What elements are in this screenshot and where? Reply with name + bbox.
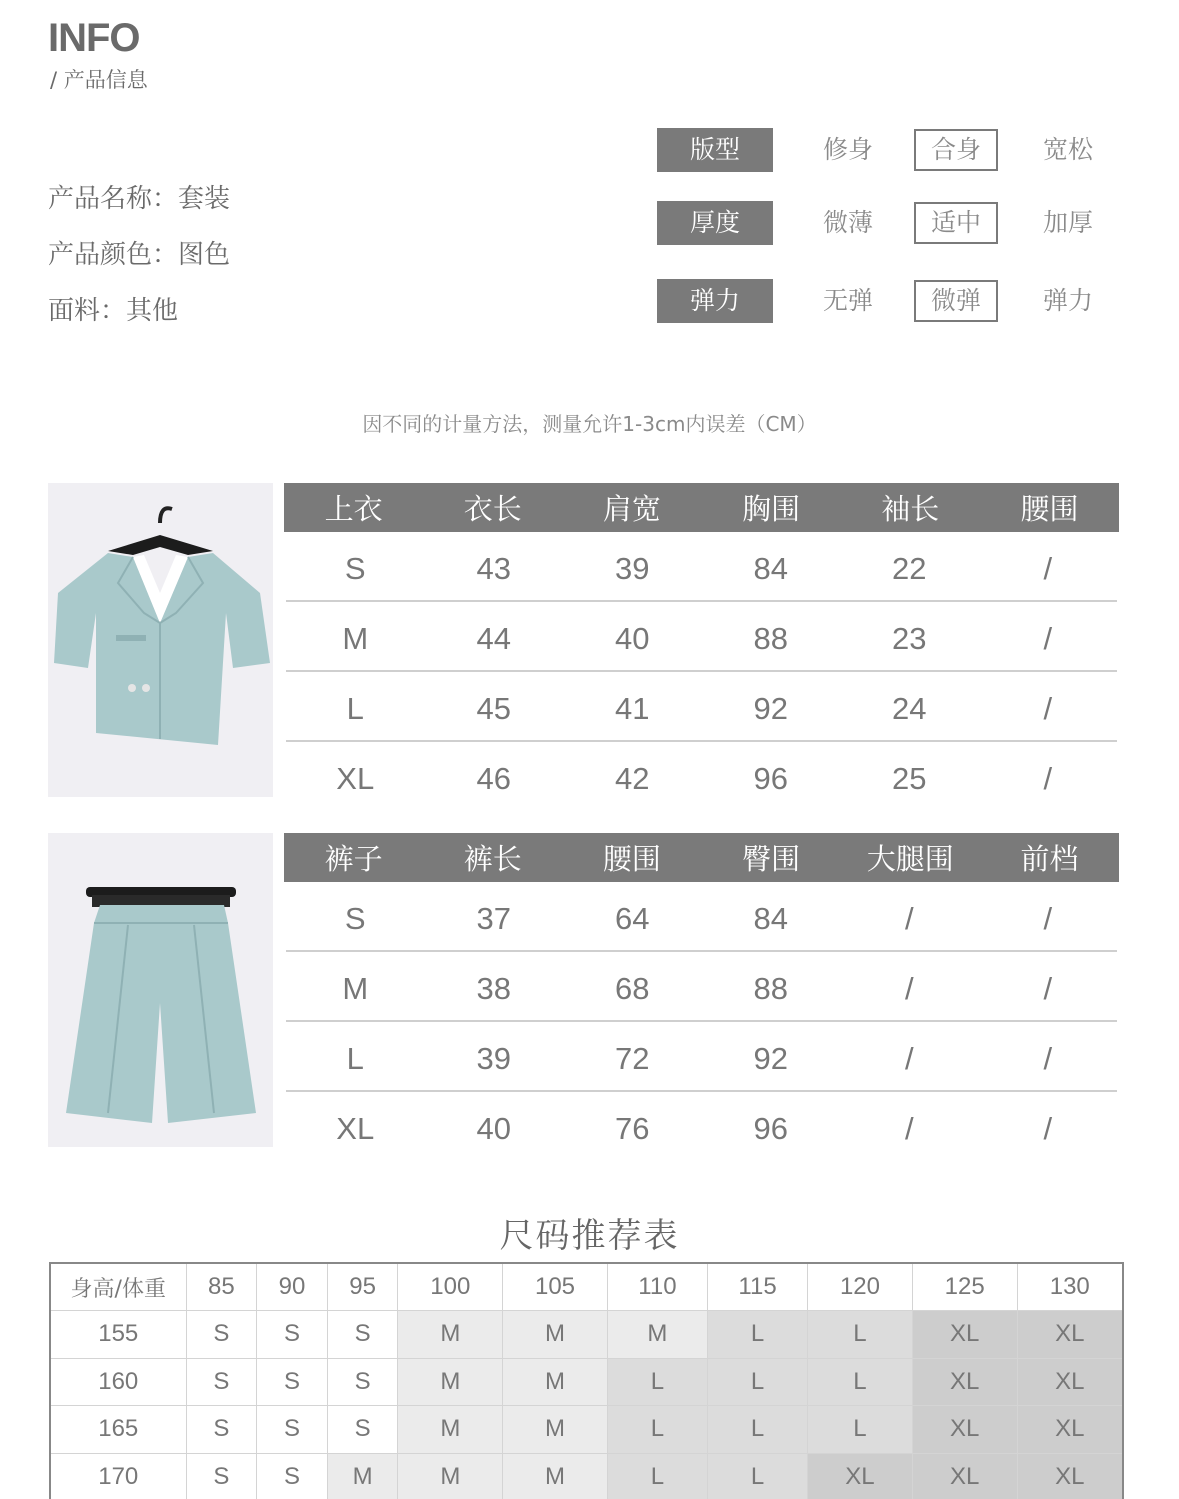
header-cell: 前档 xyxy=(1020,842,1079,876)
recommend-row xyxy=(50,1453,1123,1499)
size-cell: M xyxy=(398,1358,503,1406)
size-cell: M xyxy=(503,1311,608,1359)
table-cell: XL xyxy=(336,761,375,796)
table-cell: 39 xyxy=(476,1041,511,1076)
attribute-option: 微薄 xyxy=(822,208,873,237)
table-header xyxy=(284,833,1119,882)
header-cell: 130 xyxy=(1017,1263,1123,1311)
size-cell: S xyxy=(257,1311,328,1359)
table-cell: / xyxy=(904,1041,914,1076)
table-cell: 24 xyxy=(892,691,927,726)
size-cell: L xyxy=(707,1358,807,1406)
size-cell: S xyxy=(327,1311,398,1359)
attribute-option: 加厚 xyxy=(1042,208,1093,237)
shorts-photo xyxy=(48,833,273,1147)
table-cell: 46 xyxy=(476,761,511,796)
attribute-label: 版型 xyxy=(657,128,773,172)
info-subtitle: / 产品信息 xyxy=(50,68,148,92)
header-cell: 袖长 xyxy=(881,492,940,526)
header-cell: 裤长 xyxy=(463,842,522,876)
table-cell: 68 xyxy=(615,971,650,1006)
size-cell: S xyxy=(257,1453,328,1499)
recommend-row xyxy=(50,1358,1123,1406)
header-cell: 肩宽 xyxy=(602,492,661,526)
attribute-option-selected: 合身 xyxy=(914,129,998,171)
table-cell: 22 xyxy=(892,551,927,586)
table-cell: 84 xyxy=(753,901,788,936)
attribute-row xyxy=(657,201,1117,245)
table-cell: 88 xyxy=(753,621,788,656)
header-cell: 120 xyxy=(808,1263,913,1311)
table-cell: / xyxy=(1043,551,1053,586)
table-cell: 43 xyxy=(476,551,511,586)
size-cell: M xyxy=(503,1453,608,1499)
table-cell: L xyxy=(346,1041,364,1076)
size-cell: XL xyxy=(808,1453,913,1499)
table-cell: 40 xyxy=(615,621,650,656)
header-cell: 100 xyxy=(398,1263,503,1311)
pants-size-table xyxy=(284,833,1119,1162)
size-cell: L xyxy=(607,1358,707,1406)
size-cell: XL xyxy=(1017,1358,1123,1406)
header-cell: 上衣 xyxy=(324,492,383,526)
size-cell: S xyxy=(257,1406,328,1454)
table-cell: S xyxy=(344,551,366,586)
table-cell: XL xyxy=(336,1111,375,1146)
height-cell: 165 xyxy=(50,1406,186,1454)
size-recommend-table xyxy=(49,1262,1124,1499)
table-row xyxy=(286,672,1117,742)
product-color: 产品颜色：图色 xyxy=(48,240,231,270)
attribute-option: 宽松 xyxy=(1042,135,1093,164)
header-cell: 大腿围 xyxy=(866,842,954,876)
table-cell: 25 xyxy=(892,761,927,796)
table-cell: 42 xyxy=(615,761,650,796)
table-row xyxy=(286,1022,1117,1092)
attribute-option-selected: 微弹 xyxy=(914,280,998,322)
header-cell: 臀围 xyxy=(742,842,801,876)
header-cell: 105 xyxy=(503,1263,608,1311)
attribute-label: 厚度 xyxy=(657,201,773,245)
height-cell: 160 xyxy=(50,1358,186,1406)
table-cell: 38 xyxy=(476,971,511,1006)
table-cell: 39 xyxy=(615,551,650,586)
header-cell: 95 xyxy=(327,1263,398,1311)
size-cell: M xyxy=(607,1311,707,1359)
table-cell: 88 xyxy=(753,971,788,1006)
header-cell: 身高/体重 xyxy=(50,1263,186,1311)
size-cell: M xyxy=(327,1453,398,1499)
table-cell: / xyxy=(904,971,914,1006)
size-cell: L xyxy=(707,1406,807,1454)
size-cell: XL xyxy=(912,1406,1017,1454)
table-cell: 41 xyxy=(615,691,650,726)
jacket-photo xyxy=(48,483,273,797)
header-cell: 125 xyxy=(912,1263,1017,1311)
table-cell: 44 xyxy=(476,621,511,656)
table-cell: / xyxy=(904,1111,914,1146)
info-title: INFO xyxy=(48,16,140,60)
size-cell: M xyxy=(398,1453,503,1499)
recommend-header-row xyxy=(50,1263,1123,1311)
table-cell: / xyxy=(904,901,914,936)
product-name: 产品名称：套装 xyxy=(48,184,231,214)
attribute-label: 弹力 xyxy=(657,279,773,323)
size-cell: XL xyxy=(912,1453,1017,1499)
jacket-image xyxy=(48,483,273,797)
attribute-option-selected: 适中 xyxy=(914,202,998,244)
table-cell: / xyxy=(1043,761,1053,796)
table-cell: 64 xyxy=(615,901,650,936)
table-cell: M xyxy=(342,621,369,656)
table-cell: S xyxy=(344,901,366,936)
header-cell: 115 xyxy=(707,1263,807,1311)
table-row xyxy=(286,882,1117,952)
table-cell: / xyxy=(1043,971,1053,1006)
height-cell: 155 xyxy=(50,1311,186,1359)
size-cell: L xyxy=(808,1311,913,1359)
size-cell: XL xyxy=(1017,1453,1123,1499)
height-cell: 170 xyxy=(50,1453,186,1499)
size-cell: XL xyxy=(912,1311,1017,1359)
size-cell: M xyxy=(398,1311,503,1359)
table-cell: 96 xyxy=(753,761,788,796)
table-row xyxy=(286,952,1117,1022)
shorts-image xyxy=(48,833,273,1147)
size-cell: M xyxy=(503,1358,608,1406)
size-cell: S xyxy=(186,1453,257,1499)
table-cell: 37 xyxy=(476,901,511,936)
table-cell: 92 xyxy=(753,1041,788,1076)
attribute-row xyxy=(657,128,1117,172)
table-cell: 45 xyxy=(476,691,511,726)
recommend-title: 尺码推荐表 xyxy=(499,1216,680,1256)
tops-size-table xyxy=(284,483,1119,812)
size-cell: L xyxy=(607,1453,707,1499)
size-cell: XL xyxy=(1017,1311,1123,1359)
table-row xyxy=(286,532,1117,602)
table-cell: M xyxy=(342,971,369,1006)
table-cell: / xyxy=(1043,1111,1053,1146)
size-cell: M xyxy=(398,1406,503,1454)
header-cell: 裤子 xyxy=(324,842,383,876)
table-cell: 92 xyxy=(753,691,788,726)
header-cell: 衣长 xyxy=(463,492,522,526)
table-cell: 23 xyxy=(892,621,927,656)
size-cell: L xyxy=(808,1406,913,1454)
header-cell: 85 xyxy=(186,1263,257,1311)
size-cell: L xyxy=(707,1311,807,1359)
size-cell: S xyxy=(186,1358,257,1406)
size-cell: S xyxy=(257,1358,328,1406)
table-cell: 76 xyxy=(615,1111,650,1146)
table-cell: 40 xyxy=(476,1111,511,1146)
table-cell: / xyxy=(1043,1041,1053,1076)
product-fabric: 面料：其他 xyxy=(48,296,179,326)
header-cell: 胸围 xyxy=(742,492,801,526)
recommend-row xyxy=(50,1311,1123,1359)
attribute-option: 弹力 xyxy=(1042,286,1093,315)
attribute-option: 无弹 xyxy=(822,286,873,315)
size-cell: L xyxy=(707,1453,807,1499)
attribute-row xyxy=(657,279,1117,323)
size-cell: L xyxy=(607,1406,707,1454)
table-cell: / xyxy=(1043,691,1053,726)
header-cell: 腰围 xyxy=(1020,492,1079,526)
header-cell: 腰围 xyxy=(602,842,661,876)
table-cell: 96 xyxy=(753,1111,788,1146)
table-cell: 84 xyxy=(753,551,788,586)
size-cell: S xyxy=(186,1406,257,1454)
size-cell: XL xyxy=(912,1358,1017,1406)
table-cell: 72 xyxy=(615,1041,650,1076)
table-cell: L xyxy=(346,691,364,726)
table-header xyxy=(284,483,1119,532)
size-cell: L xyxy=(808,1358,913,1406)
recommend-row xyxy=(50,1406,1123,1454)
table-row xyxy=(286,1092,1117,1162)
size-cell: XL xyxy=(1017,1406,1123,1454)
size-cell: S xyxy=(327,1358,398,1406)
size-cell: M xyxy=(503,1406,608,1454)
header-cell: 90 xyxy=(257,1263,328,1311)
header-cell: 110 xyxy=(607,1263,707,1311)
table-row xyxy=(286,742,1117,812)
size-cell: S xyxy=(186,1311,257,1359)
measurement-note: 因不同的计量方法，测量允许1-3cm内误差（CM） xyxy=(362,412,817,436)
attribute-option: 修身 xyxy=(822,135,873,164)
table-cell: / xyxy=(1043,621,1053,656)
table-row xyxy=(286,602,1117,672)
size-cell: S xyxy=(327,1406,398,1454)
table-cell: / xyxy=(1043,901,1053,936)
